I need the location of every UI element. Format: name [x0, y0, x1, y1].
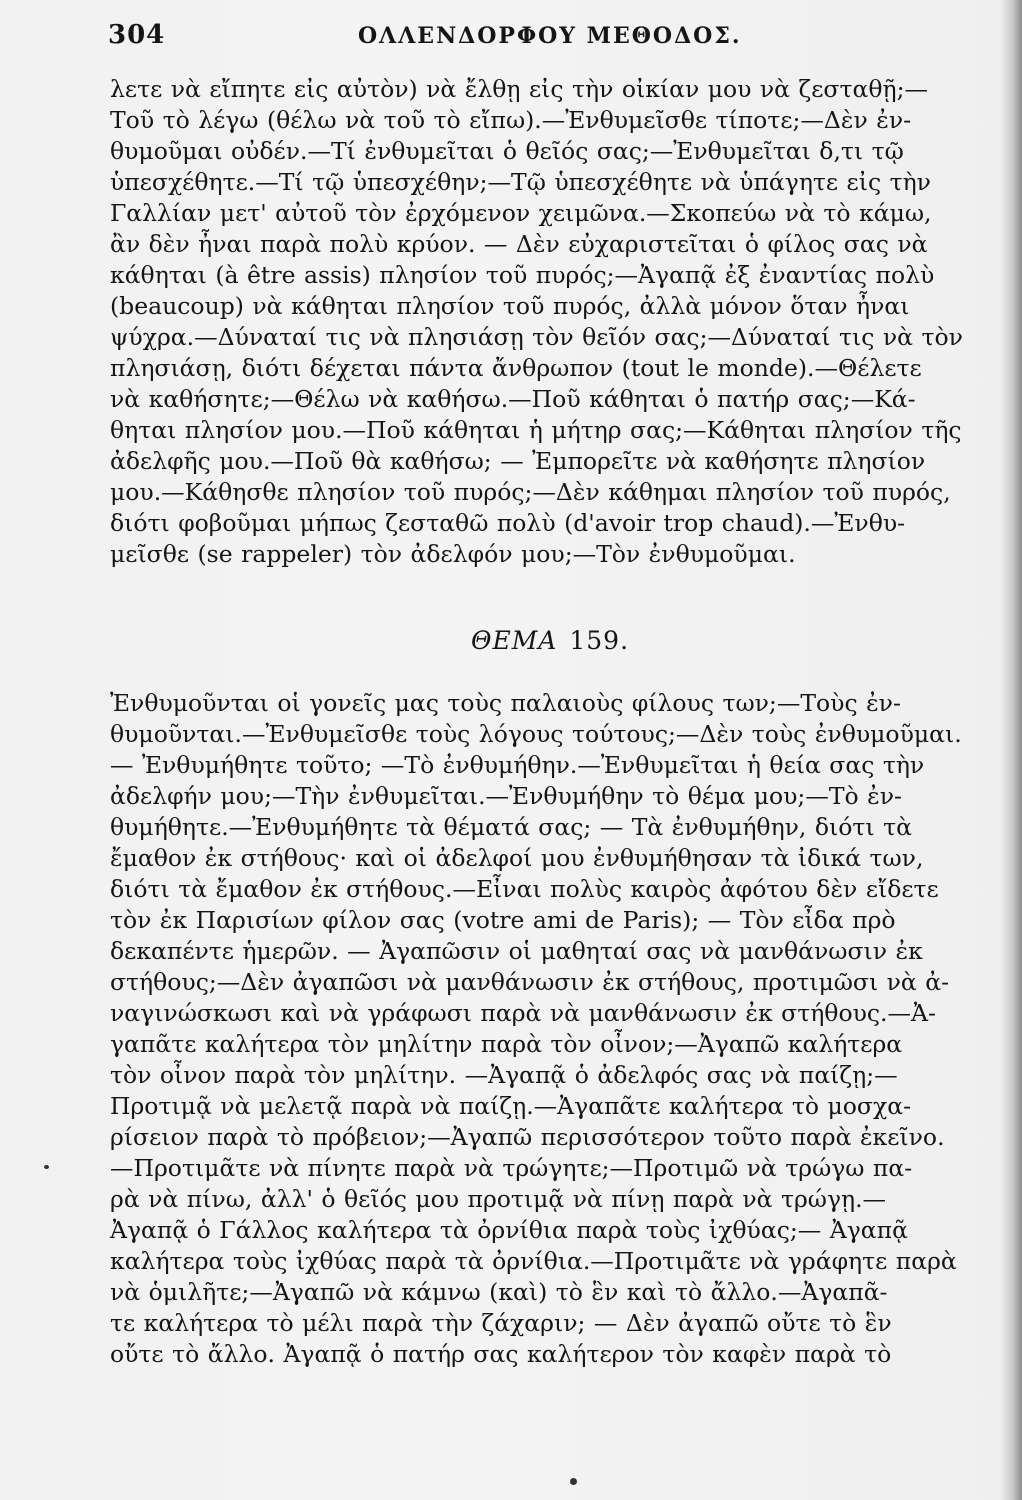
page-header [108, 20, 988, 56]
section-number: 159. [569, 626, 630, 655]
ink-speck [44, 1165, 49, 1169]
running-title: ΟΛΛΕΝΔΟΡΦΟΥ ΜΕΘΟΔΟΣ. [358, 23, 742, 49]
ink-speck [570, 1478, 577, 1485]
paragraph-continued: λετε νὰ εἴπητε εἰς αὐτὸν) νὰ ἔλθῃ εἰς τὴν οἰκίαν μου νὰ ζεσταθῇ;— Τοῦ τὸ λέγω (θέλω νὰ τοῦ τὸ εἴπω).—Ἐνθυμεῖσθε τίποτε;—Δὲν ἐν- θυμοῦμαι οὐδέν.—Τί ἐνθυμεῖται ὁ θεῖός σας;—Ἐνθυμεῖται δ,τι τῷ ὑπεσχέθητε.—Τί τῷ ὑπεσχέθην;—Τῷ ὑπεσχέθητε νὰ ὑπάγητε εἰς τὴν Γαλλίαν μετ' αὐτοῦ τὸν ἐρχόμενον χειμῶνα.—Σκοπεύω νὰ τὸ κάμω, ἂν δὲν ἦναι παρὰ πολὺ κρύον. — Δὲν εὐχαριστεῖται ὁ φίλος σας νὰ κάθηται (à être assis) πλησίον τοῦ πυρός;—Ἀγαπᾷ ἐξ ἐναντίας πολὺ (beaucoup) νὰ κάθηται πλησίον τοῦ πυρός, ἀλλὰ μόνον ὅταν ἦναι ψύχρα.—Δύναταί τις νὰ πλησιάσῃ τὸν θεῖόν σας;—Δύναταί τις νὰ τὸν πλησιάσῃ, διότι δέχεται πάντα ἄνθρωπον (tout le monde).—Θέλετε νὰ καθήσητε;—Θέλω νὰ καθήσω.—Ποῦ κάθηται ὁ πατήρ σας;—Κά- θηται πλησίον μου.—Ποῦ κάθηται ἡ μήτηρ σας;—Κάθηται πλησίον τῆς ἀδελφῆς μου.—Ποῦ θὰ καθήσω; — Ἐμπορεῖτε νὰ καθήσητε πλησίον μου.—Κάθησθε πλησίον τοῦ πυρός;—Δὲν κάθημαι πλησίον τοῦ πυρός, διότι φοβοῦμαι μήπως ζεσταθῶ πολὺ (d'avoir trop chaud).—Ἐνθυ- μεῖσθε (se rappeler) τὸν ἀδελφόν μου;—Τὸν ἐνθυμοῦμαι. [110, 75, 963, 568]
section-label: ΘΕΜΑ [470, 626, 558, 655]
page-number: 304 [108, 20, 166, 50]
section-heading [110, 626, 990, 655]
exercise-paragraph: Ἐνθυμοῦνται οἱ γονεῖς μας τοὺς παλαιοὺς φίλους των;—Τοὺς ἐν- θυμοῦνται.—Ἐνθυμεῖσθε τοὺς λόγους τούτους;—Δὲν τοὺς ἐνθυμοῦμαι. — Ἐνθυμήθητε τοῦτο; —Τὸ ἐνθυμήθην.—Ἐνθυμεῖται ἡ θεία σας τὴν ἀδελφήν μου;—Τὴν ἐνθυμεῖται.—Ἐνθυμήθην τὸ θέμα μου;—Τὸ ἐν- θυμήθητε.—Ἐνθυμήθητε τὰ θέματά σας; — Τὰ ἐνθυμήθην, διότι τὰ ἔμαθον ἐκ στήθους· καὶ οἱ ἀδελφοί μου ἐνθυμήθησαν τὰ ἰδικά των, διότι τὰ ἔμαθον ἐκ στήθους.—Εἶναι πολὺς καιρὸς ἀφότου δὲν εἴδετε τὸν ἐκ Παρισίων φίλον σας (votre ami de Paris); — Τὸν εἶδα πρὸ δεκαπέντε ἡμερῶν. — Ἀγαπῶσιν οἱ μαθηταί σας νὰ μανθάνωσιν ἐκ στήθους;—Δὲν ἀγαπῶσι νὰ μανθάνωσιν ἐκ στήθους, προτιμῶσι νὰ ἀ- ναγινώσκωσι καὶ νὰ γράφωσι παρὰ νὰ μανθάνωσιν ἐκ στήθους.—Ἀ- γαπᾶτε καλήτερα τὸν μηλίτην παρὰ τὸν οἶνον;—Ἀγαπῶ καλήτερα τὸν οἶνον παρὰ τὸν μηλίτην. —Ἀγαπᾷ ὁ ἀδελφός σας νὰ παίζῃ;— Προτιμᾷ νὰ μελετᾷ παρὰ νὰ παίζῃ.—Ἀγαπᾶτε καλήτερα τὸ μοσχα- ρίσειον παρὰ τὸ πρόβειον;—Ἀγαπῶ περισσότερον τοῦτο παρὰ ἐκεῖνο. —Προτιμᾶτε νὰ πίνητε παρὰ νὰ τρώγητε;—Προτιμῶ νὰ τρώγω πα- ρὰ νὰ πίνω, ἀλλ' ὁ θεῖός μου προτιμᾷ νὰ πίνῃ παρὰ νὰ τρώγῃ.— Ἀγαπᾷ ὁ Γάλλος καλήτερα τὰ ὀρνίθια παρὰ τοὺς ἰχθύας;— Ἀγαπᾷ καλήτερα τοὺς ἰχθύας παρὰ τὰ ὀρνίθια.—Προτιμᾶτε νὰ γράφητε παρὰ νὰ ὁμιλῆτε;—Ἀγαπῶ νὰ κάμνω (καὶ) τὸ ἓν καὶ τὸ ἄλλο.—Ἀγαπᾶ- τε καλήτερα τὸ μέλι παρὰ τὴν ζάχαριν; — Δὲν ἀγαπῶ οὔτε τὸ ἓν οὔτε τὸ ἄλλο. Ἀγαπᾷ ὁ πατήρ σας καλήτερον τὸν καφὲν παρὰ τὸ [110, 689, 962, 1368]
page-edge-shadow [1000, 0, 1022, 1500]
